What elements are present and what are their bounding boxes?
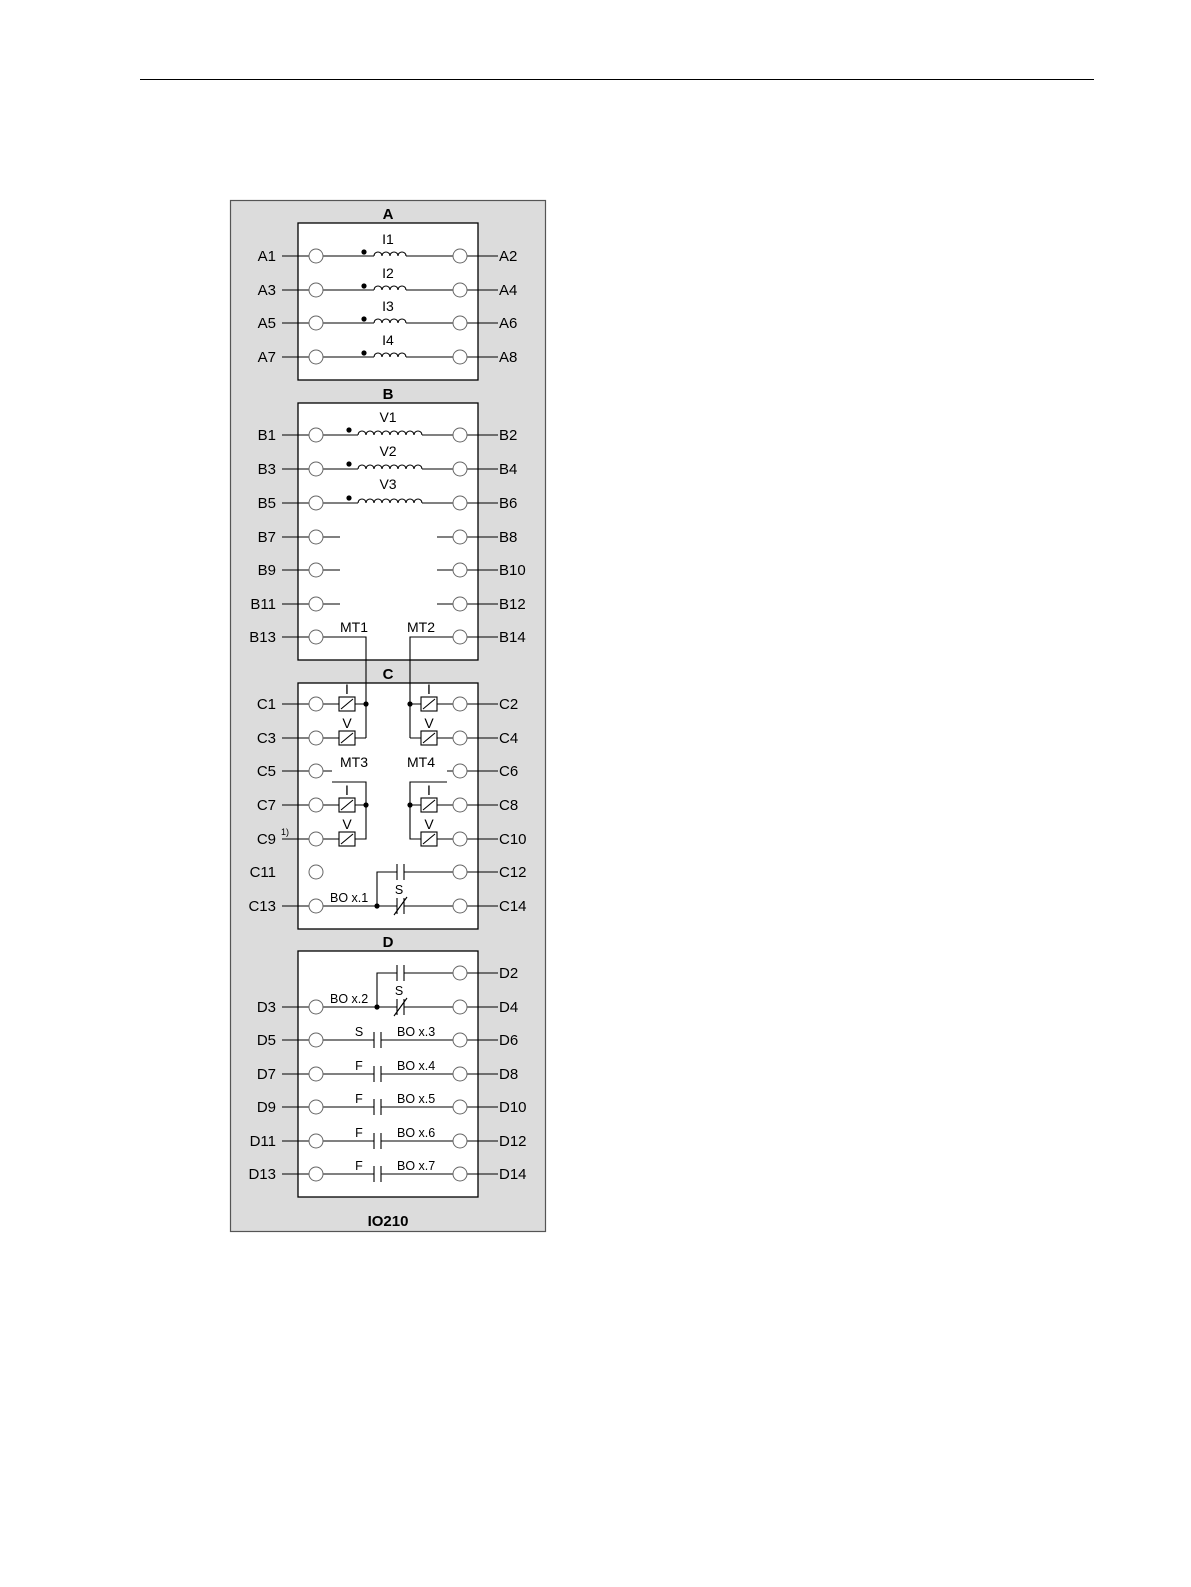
transducer-mt1-label: MT1 (340, 619, 368, 635)
terminal-c10: C10 (499, 831, 527, 848)
relay-bo-x3-label: BO x.3 (397, 1025, 436, 1039)
terminal-c6: C6 (499, 763, 519, 780)
terminal-c4: C4 (499, 730, 519, 747)
terminal-b10: B10 (499, 562, 526, 579)
block-c-title: C (382, 666, 394, 683)
relay-bo-x1-label: BO x.1 (330, 891, 369, 905)
input-v3-label: V3 (379, 476, 397, 492)
mt2-voltage-label: V (424, 715, 434, 731)
terminal-d2: D2 (499, 965, 519, 982)
relay-bo-x3-type: S (354, 1025, 364, 1039)
mt1-current-label: I (345, 681, 349, 697)
mt4-voltage-label: V (424, 816, 434, 832)
terminal-b7: B7 (257, 529, 276, 546)
mt3-current-label: I (345, 782, 349, 798)
terminal-c9: C9 (256, 831, 276, 848)
input-i2-label: I2 (382, 265, 394, 281)
terminal-a4: A4 (499, 282, 518, 299)
terminal-d11: D11 (249, 1133, 276, 1150)
terminal-c11: C11 (249, 864, 276, 881)
mt3-voltage-label: V (342, 816, 352, 832)
terminal-b13: B13 (249, 629, 276, 646)
terminal-c13: C13 (248, 898, 276, 915)
relay-bo-x7-label: BO x.7 (397, 1159, 436, 1173)
module-name: IO210 (367, 1213, 409, 1230)
terminal-c14: C14 (499, 898, 527, 915)
terminal-c2: C2 (499, 696, 519, 713)
terminal-d8: D8 (499, 1066, 519, 1083)
input-i1-label: I1 (382, 231, 394, 247)
relay-bo-x5-label: BO x.5 (397, 1092, 436, 1106)
terminal-b2: B2 (499, 427, 518, 444)
input-i3-label: I3 (382, 298, 394, 314)
relay-bo-x1-type: S (394, 883, 404, 897)
terminal-b8: B8 (499, 529, 518, 546)
mt2-current-label: I (427, 681, 431, 697)
terminal-d12: D12 (499, 1133, 527, 1150)
terminal-a1: A1 (257, 248, 276, 265)
block-a-title: A (382, 206, 394, 223)
terminal-c1: C1 (256, 696, 276, 713)
terminal-b1: B1 (257, 427, 276, 444)
block-b-frame (298, 403, 478, 660)
terminal-b4: B4 (499, 461, 518, 478)
terminal-a7: A7 (257, 349, 276, 366)
terminal-b6: B6 (499, 495, 518, 512)
terminal-c8: C8 (499, 797, 519, 814)
input-v2-label: V2 (379, 443, 397, 459)
terminal-a3: A3 (257, 282, 276, 299)
relay-bo-x4-type: F (355, 1059, 363, 1073)
terminal-c12: C12 (499, 864, 527, 881)
relay-bo-x2-label: BO x.2 (330, 992, 369, 1006)
input-i4-label: I4 (382, 332, 394, 348)
terminal-d14: D14 (499, 1166, 527, 1183)
terminal-c5: C5 (256, 763, 276, 780)
transducer-mt4-label: MT4 (407, 754, 435, 770)
terminal-c7: C7 (256, 797, 276, 814)
relay-bo-x2-type: S (394, 984, 404, 998)
terminal-b11: B11 (250, 596, 276, 613)
terminal-d7: D7 (256, 1066, 276, 1083)
c9-footnote: 1) (281, 827, 290, 837)
transducer-mt2-label: MT2 (407, 619, 435, 635)
terminal-a8: A8 (499, 349, 518, 366)
terminal-d13: D13 (248, 1166, 276, 1183)
terminal-d10: D10 (499, 1099, 527, 1116)
relay-bo-x7-type: F (355, 1159, 363, 1173)
relay-bo-x5-type: F (355, 1092, 363, 1106)
terminal-b12: B12 (499, 596, 526, 613)
terminal-d3: D3 (256, 999, 276, 1016)
terminal-b14: B14 (499, 629, 526, 646)
terminal-a2: A2 (499, 248, 518, 265)
terminal-b9: B9 (257, 562, 276, 579)
block-d-title: D (382, 934, 394, 951)
block-b-title: B (382, 386, 394, 403)
input-v1-label: V1 (379, 409, 397, 425)
relay-bo-x6-type: F (355, 1126, 363, 1140)
mt1-voltage-label: V (342, 715, 352, 731)
terminal-d5: D5 (256, 1032, 276, 1049)
relay-bo-x4-label: BO x.4 (397, 1059, 436, 1073)
terminal-b5: B5 (257, 495, 276, 512)
relay-bo-x6-label: BO x.6 (397, 1126, 436, 1140)
terminal-d6: D6 (499, 1032, 519, 1049)
transducer-mt3-label: MT3 (340, 754, 368, 770)
terminal-a6: A6 (499, 315, 518, 332)
block-c-frame (298, 683, 478, 929)
mt4-current-label: I (427, 782, 431, 798)
terminal-a5: A5 (257, 315, 276, 332)
terminal-d9: D9 (256, 1099, 276, 1116)
terminal-b3: B3 (257, 461, 276, 478)
terminal-c3: C3 (256, 730, 276, 747)
terminal-d4: D4 (499, 999, 519, 1016)
